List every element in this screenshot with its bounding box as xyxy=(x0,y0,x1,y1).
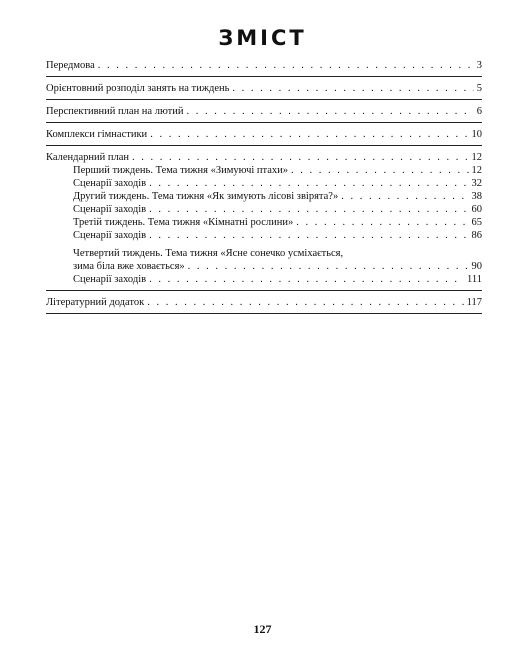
toc-entry-label: Передмова xyxy=(46,60,95,71)
toc-subentry-scenarios-1[interactable] xyxy=(46,177,482,190)
leader-dots xyxy=(132,151,468,164)
toc-entry-page: 111 xyxy=(467,274,482,285)
toc-entry-label: Перший тиждень. Тема тижня «Зимуючі птахи» xyxy=(73,165,289,176)
divider xyxy=(46,313,482,314)
leader-dots xyxy=(149,203,468,216)
toc-entry-label: Орієнтовний розподіл занять на тиждень xyxy=(46,83,230,94)
toc-entry-page: 60 xyxy=(471,204,482,215)
toc-entry-label: Комплекси гімнастики xyxy=(46,129,148,140)
leader-dots xyxy=(149,229,468,242)
leader-dots xyxy=(147,296,463,309)
leader-dots xyxy=(149,177,468,190)
toc-entry-page: 5 xyxy=(476,83,482,94)
toc-entry-page: 32 xyxy=(471,178,482,189)
page-number: 127 xyxy=(253,622,272,636)
leader-dots xyxy=(150,128,468,141)
toc-entry-perspective-plan[interactable] xyxy=(46,105,482,118)
toc-entry-page: 3 xyxy=(476,60,482,71)
toc-entry-label: Сценарії заходів xyxy=(73,178,147,189)
toc-entry-label: Календарний план xyxy=(46,152,130,163)
toc-subentry-week-4[interactable] xyxy=(46,247,482,273)
table-of-contents xyxy=(46,59,482,319)
toc-entry-literature[interactable] xyxy=(46,296,482,309)
toc-entry-page: 90 xyxy=(471,261,482,272)
toc-entry-page: 6 xyxy=(476,106,482,117)
toc-entry-page: 12 xyxy=(471,165,482,176)
toc-entry-label: Перспективний план на лютий xyxy=(46,106,184,117)
toc-subentry-week-2[interactable] xyxy=(46,190,482,203)
toc-entry-page: 10 xyxy=(471,129,482,140)
toc-entry-label: Літературний додаток xyxy=(46,297,145,308)
toc-entry-label-line1: Четвертий тиждень. Тема тижня «Ясне сонечко усміхається, xyxy=(73,248,344,259)
toc-entry-label: Сценарії заходів xyxy=(73,274,147,285)
divider xyxy=(46,99,482,100)
toc-entry-page: 12 xyxy=(471,152,482,163)
divider xyxy=(46,290,482,291)
toc-subentry-scenarios-4[interactable] xyxy=(46,273,482,286)
leader-dots xyxy=(341,190,468,203)
divider xyxy=(46,122,482,123)
toc-subentry-week-3[interactable] xyxy=(46,216,482,229)
toc-entry-gymnastics[interactable] xyxy=(46,128,482,141)
toc-entry-label: Третій тиждень. Тема тижня «Кімнатні рослини» xyxy=(73,217,294,228)
toc-entry-label-line2: зима біла вже ховається» xyxy=(73,261,185,272)
toc-entry-label: Другий тиждень. Тема тижня «Як зимують лісові звірята?» xyxy=(73,191,339,202)
leader-dots xyxy=(186,105,473,118)
leader-dots xyxy=(149,273,464,286)
toc-entry-weekly-distribution[interactable] xyxy=(46,82,482,95)
divider xyxy=(46,76,482,77)
toc-entry-page: 65 xyxy=(471,217,482,228)
toc-entry-page: 86 xyxy=(471,230,482,241)
leader-dots xyxy=(98,59,474,72)
toc-subentry-scenarios-2[interactable] xyxy=(46,203,482,216)
toc-entry-label: Сценарії заходів xyxy=(73,230,147,241)
toc-entry-page: 117 xyxy=(466,297,482,308)
toc-subentry-week-1[interactable] xyxy=(46,164,482,177)
toc-subentry-scenarios-3[interactable] xyxy=(46,229,482,242)
divider xyxy=(46,145,482,146)
toc-entry-calendar-plan[interactable] xyxy=(46,151,482,164)
leader-dots xyxy=(296,216,468,229)
leader-dots xyxy=(232,82,473,95)
leader-dots xyxy=(291,164,468,177)
toc-entry-preface[interactable] xyxy=(46,59,482,72)
page-title: ЗМІСТ xyxy=(218,26,307,50)
leader-dots xyxy=(188,260,469,273)
toc-entry-label: Сценарії заходів xyxy=(73,204,147,215)
toc-entry-page: 38 xyxy=(471,191,482,202)
